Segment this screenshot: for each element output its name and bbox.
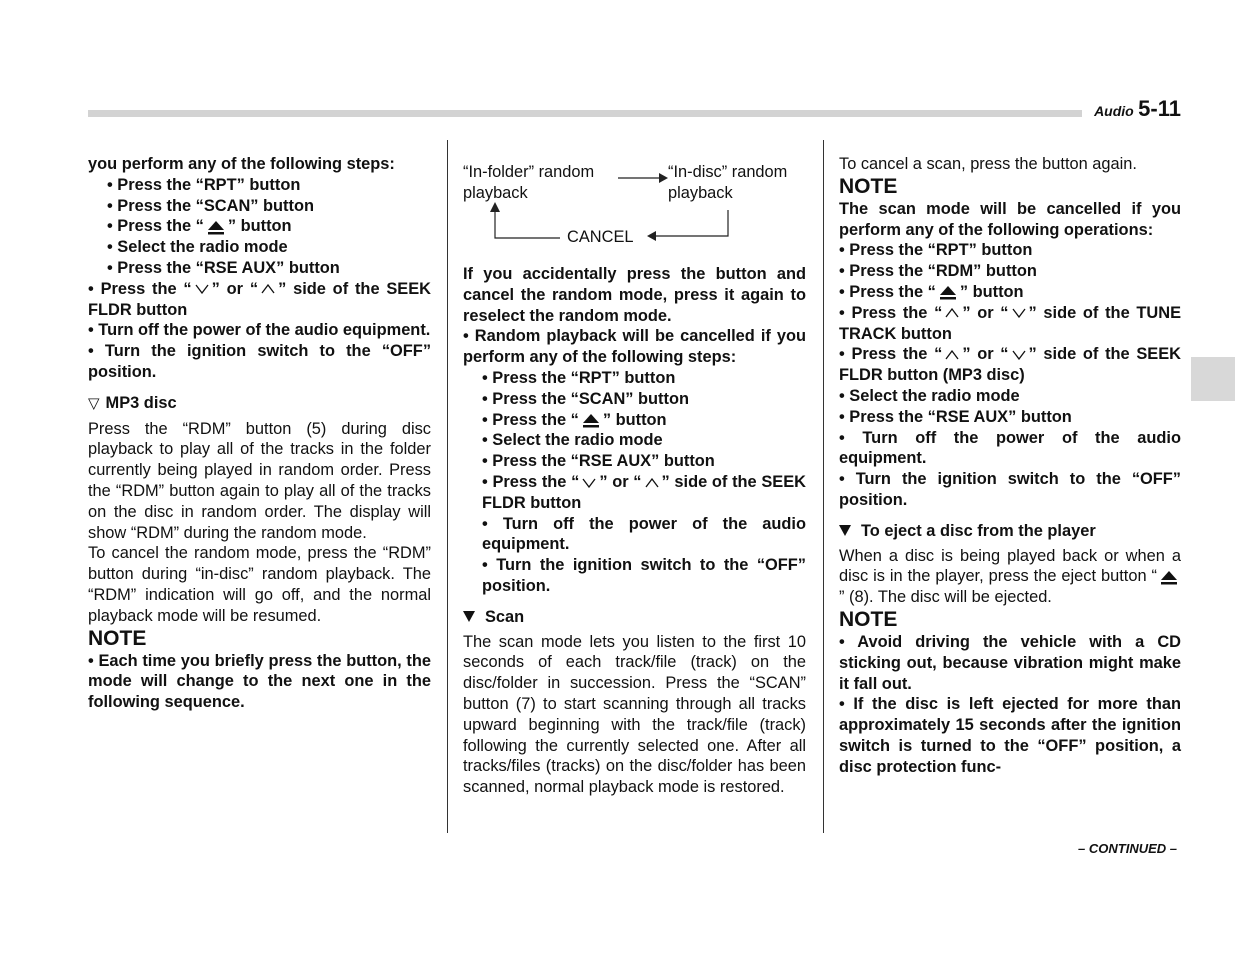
chevron-up-icon: [945, 308, 959, 318]
section-name: Audio: [1094, 103, 1134, 119]
random-mode-diagram: [463, 154, 806, 260]
note-item: • Each time you briefly press the button, the mode will change to the next one in the following sequence.: [88, 651, 432, 712]
list-item: • Select the radio mode: [107, 238, 288, 257]
eject-icon: [1160, 570, 1178, 585]
diagram-label: “In-folder” random: [463, 163, 595, 181]
page-header: [1094, 96, 1181, 122]
eject-icon: [207, 220, 225, 235]
paragraph: When a disc is being played back or when a disc is in the player, press the eject button “” (8). The disc will be ejected.: [839, 546, 1181, 607]
list-item: • Turn off the power of the audio equipment.: [482, 514, 806, 554]
note-title: NOTE: [88, 626, 147, 650]
list-item: • Random playback will be cancelled if you perform any of the following steps:: [463, 327, 806, 367]
list-item: • Press the “SCAN” button: [107, 196, 315, 215]
paragraph: If you accidentally press the button and cancel the random mode, press it again to reselect the random mode.: [463, 265, 806, 325]
column-divider: [823, 140, 824, 833]
diagram-label: playback: [668, 184, 733, 202]
continued-label: – CONTINUED –: [1078, 841, 1177, 856]
list-item: • Press the “ ” or “ ” side of the SEEK FLDR button (MP3 disc): [839, 345, 1182, 385]
list-item: • Press the “RSE AUX” button: [107, 258, 340, 277]
list-item: • Turn off the power of the audio equipment.: [88, 321, 431, 340]
list-item: • Press the “ ” or “ ” side of the TUNE TRACK button: [839, 303, 1182, 343]
column-1: [88, 154, 431, 713]
paragraph: To cancel a scan, press the button again.: [839, 155, 1137, 173]
note-intro: The scan mode will be cancelled if you perform any of the following operations:: [839, 199, 1181, 239]
intro-text: you perform any of the following steps:: [88, 155, 395, 173]
list-item: • Press the “ ” button: [107, 217, 292, 236]
subsection-title: Scan: [463, 607, 806, 628]
note-title: NOTE: [839, 607, 898, 631]
chevron-up-icon: [645, 478, 659, 488]
list-item: • Turn the ignition switch to the “OFF” position.: [88, 342, 432, 381]
eject-icon: [939, 285, 957, 300]
triangle-icon: [463, 611, 475, 622]
chevron-up-icon: [945, 350, 959, 360]
list-item: • Press the “ ” button: [482, 410, 667, 429]
list-item: • Press the “RSE AUX” button: [482, 452, 715, 471]
chevron-up-icon: [261, 284, 275, 294]
list-item: • Press the “RSE AUX” button: [839, 407, 1072, 426]
triangle-icon: [839, 525, 851, 536]
chevron-down-icon: [1012, 308, 1026, 318]
list-item: • Turn off the power of the audio equipment.: [839, 428, 1181, 468]
note-item: • Avoid driving the vehicle with a CD sticking out, because vibration might make it fall out.: [839, 632, 1181, 693]
note-title: NOTE: [839, 174, 898, 198]
outline-triangle-icon: ▽: [88, 394, 100, 412]
page-number: 5-11: [1138, 96, 1181, 121]
chevron-down-icon: [1012, 350, 1026, 360]
list-item: • Press the “RDM” button: [839, 262, 1037, 281]
eject-icon: [582, 413, 600, 428]
diagram-label: playback: [463, 184, 528, 202]
list-item: • Select the radio mode: [839, 386, 1020, 405]
paragraph: To cancel the random mode, press the “RDM” button during “in-disc” random playback. The “RDM” indication will go off, and the normal playback mode will be resumed.: [88, 544, 431, 625]
subsection-title: ▽ MP3 disc: [88, 393, 177, 412]
chevron-down-icon: [582, 478, 596, 488]
diagram-label: CANCEL: [567, 228, 634, 246]
column-divider: [447, 140, 448, 833]
section-tab: [1191, 357, 1235, 401]
list-item: • Press the “RPT” button: [482, 368, 676, 387]
list-item: • Press the “SCAN” button: [482, 389, 690, 408]
paragraph: The scan mode lets you listen to the first 10 seconds of each track/file (track) on the disc/folder in succession. Press the “SCAN” button (7) to start scanning through all tracks upward beginning with the track/file (track) following the currently selected one. After all tracks/files (tracks) on the disc/folder has been scanned, normal playback mode is restored.: [463, 632, 806, 797]
column-2: [463, 154, 806, 798]
list-item: • Press the “RPT” button: [839, 241, 1033, 260]
list-item: • Press the “RPT” button: [107, 175, 301, 194]
list-item: • Press the “ ” or “ ” side of the SEEK FLDR button: [482, 472, 807, 512]
chevron-down-icon: [195, 284, 209, 294]
list-item: • Turn the ignition switch to the “OFF” position.: [482, 556, 807, 595]
note-item: • If the disc is left ejected for more than approximately 15 seconds after the ignition switch is turned to the “OFF” position, a disc protection func-: [839, 695, 1181, 776]
list-item: • Turn the ignition switch to the “OFF” position.: [839, 470, 1181, 509]
subsection-title: To eject a disc from the player: [839, 521, 1181, 542]
paragraph: Press the “RDM” button (5) during disc playback to play all of the tracks in the folder currently being played in random order. Press the “RDM” button again to play all of the tracks on the disc in random order. The display will show “RDM” during the random mode.: [88, 419, 431, 542]
list-item: • Select the radio mode: [482, 431, 663, 450]
column-3: [839, 154, 1181, 778]
header-bar: [88, 110, 1082, 117]
list-item: • Press the “ ” button: [839, 282, 1024, 301]
diagram-label: “In-disc” random: [668, 163, 788, 181]
list-item: • Press the “ ” or “ ” side of the SEEK FLDR button: [88, 279, 432, 319]
